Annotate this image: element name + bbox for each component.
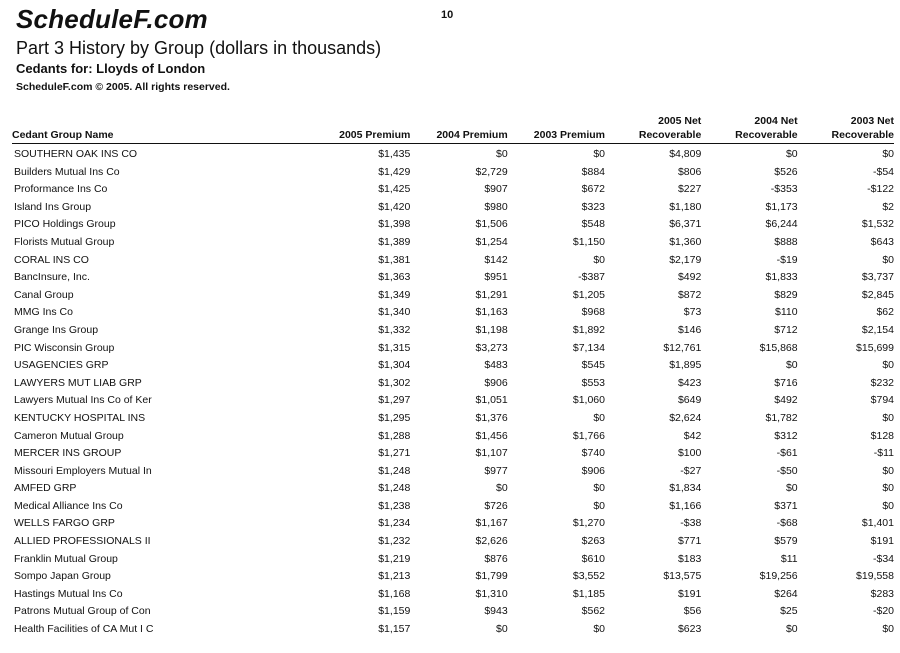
value-cell: $323: [581, 200, 605, 213]
value-cell: $3,737: [861, 271, 894, 284]
value-cell: $1,429: [378, 165, 411, 178]
value-cell: $0: [593, 482, 605, 495]
value-cell: $1,234: [378, 517, 411, 530]
column-header: [157, 112, 410, 144]
value-cell: $1,238: [378, 499, 411, 512]
value-cell: $1,060: [572, 394, 605, 407]
value-cell: $232: [870, 376, 894, 389]
value-cell: $73: [683, 306, 702, 319]
table-row: [12, 603, 894, 621]
value-cell: $492: [774, 394, 798, 407]
value-cell: $526: [774, 165, 798, 178]
value-cell: $1,248: [378, 464, 411, 477]
value-cell: $1,304: [378, 359, 411, 372]
value-cell: $1,168: [378, 587, 411, 600]
cedant-name-cell: MERCER INS GROUP: [14, 447, 122, 460]
value-cell: $1,159: [378, 605, 411, 618]
value-cell: -$19: [776, 253, 798, 266]
value-cell: $7,134: [572, 341, 605, 354]
value-cell: $0: [882, 464, 894, 477]
value-cell: $483: [484, 359, 508, 372]
cedant-name-cell: Island Ins Group: [14, 200, 92, 213]
value-cell: $0: [882, 253, 894, 266]
value-cell: $15,868: [759, 341, 798, 354]
value-cell: $1,270: [572, 517, 605, 530]
report-subtitle: Cedants for: Lloyds of London: [16, 61, 206, 76]
value-cell: -$38: [680, 517, 702, 530]
value-cell: $1,456: [475, 429, 508, 442]
value-cell: $1,248: [378, 482, 411, 495]
value-cell: $672: [581, 183, 605, 196]
column-header-line: Cedant Group Name: [12, 129, 114, 141]
cedant-name-cell: ALLIED PROFESSIONALS II: [14, 535, 151, 548]
table-row: [12, 181, 894, 199]
cedant-name-cell: Florists Mutual Group: [14, 235, 115, 248]
table-row: [12, 621, 894, 639]
value-cell: $649: [677, 394, 702, 407]
table-row: [12, 252, 894, 270]
value-cell: $1,271: [378, 447, 411, 460]
value-cell: $1,360: [669, 235, 702, 248]
value-cell: $2,845: [861, 288, 894, 301]
value-cell: $15,699: [856, 341, 894, 354]
value-cell: $0: [882, 359, 894, 372]
table-row: [12, 410, 894, 428]
value-cell: $0: [785, 623, 798, 636]
table-row: [12, 515, 894, 533]
value-cell: $371: [774, 499, 798, 512]
value-cell: $19,558: [856, 570, 894, 583]
value-cell: $943: [484, 605, 508, 618]
value-cell: $42: [683, 429, 702, 442]
value-cell: $2,729: [475, 165, 508, 178]
value-cell: $1,340: [378, 306, 411, 319]
column-header: [798, 112, 894, 144]
table-row: [12, 445, 894, 463]
value-cell: $0: [882, 148, 894, 160]
value-cell: $1,506: [475, 218, 508, 231]
value-cell: $623: [677, 623, 702, 636]
cedant-name-cell: Health Facilities of CA Mut I C: [14, 623, 154, 636]
value-cell: $876: [484, 552, 508, 565]
value-cell: $1,895: [669, 359, 702, 372]
cedant-name-cell: AMFED GRP: [14, 482, 77, 495]
value-cell: $977: [484, 464, 508, 477]
column-header-line: 2004 Net: [754, 115, 798, 127]
value-cell: $423: [677, 376, 702, 389]
value-cell: $0: [593, 253, 605, 266]
value-cell: $1,163: [475, 306, 508, 319]
cedant-name-cell: Sompo Japan Group: [14, 570, 111, 583]
value-cell: $56: [683, 605, 702, 618]
value-cell: $263: [581, 535, 605, 548]
value-cell: $12,761: [663, 341, 702, 354]
table-row: [12, 164, 894, 182]
value-cell: $1,799: [475, 570, 508, 583]
value-cell: -$122: [867, 183, 894, 196]
column-header: [410, 112, 507, 144]
value-cell: $4,809: [669, 148, 702, 160]
value-cell: $100: [677, 447, 702, 460]
value-cell: $1,766: [572, 429, 605, 442]
cedant-name-cell: KENTUCKY HOSPITAL INS: [14, 411, 146, 424]
value-cell: $0: [495, 148, 508, 160]
value-cell: $25: [780, 605, 798, 618]
value-cell: $1,205: [572, 288, 605, 301]
value-cell: $19,256: [759, 570, 798, 583]
value-cell: $492: [677, 271, 702, 284]
table-row: [12, 463, 894, 481]
table-row: [12, 216, 894, 234]
value-cell: $11: [780, 552, 798, 565]
copyright-notice: ScheduleF.com © 2005. All rights reserved.: [16, 81, 230, 93]
table-row: [12, 340, 894, 358]
value-cell: $906: [484, 376, 508, 389]
value-cell: $1,150: [572, 235, 605, 248]
value-cell: $1,254: [475, 235, 508, 248]
value-cell: $110: [775, 306, 798, 319]
cedant-name-cell: Proformance Ins Co: [14, 183, 108, 196]
value-cell: -$61: [776, 447, 798, 460]
value-cell: $0: [882, 623, 894, 636]
value-cell: $2,626: [475, 535, 508, 548]
value-cell: $1,198: [475, 323, 508, 336]
value-cell: $562: [581, 605, 605, 618]
cedant-name-cell: Lawyers Mutual Ins Co of Ker: [14, 394, 152, 407]
cedant-name-cell: LAWYERS MUT LIAB GRP: [14, 376, 142, 389]
value-cell: $1,219: [378, 552, 411, 565]
value-cell: $1,420: [378, 200, 411, 213]
cedant-name-cell: USAGENCIES GRP: [14, 359, 109, 372]
value-cell: $1,288: [378, 429, 411, 442]
cedant-name-cell: CORAL INS CO: [14, 253, 89, 266]
value-cell: $1,315: [378, 341, 411, 354]
value-cell: $545: [581, 359, 605, 372]
table-row: [12, 551, 894, 569]
value-cell: $146: [677, 323, 702, 336]
cedant-name-cell: PICO Holdings Group: [14, 218, 116, 231]
cedant-name-cell: Grange Ins Group: [14, 323, 99, 336]
value-cell: $643: [870, 235, 894, 248]
cedant-history-table: [12, 112, 894, 639]
value-cell: $794: [870, 394, 894, 407]
value-cell: $6,371: [669, 218, 702, 231]
value-cell: $0: [785, 482, 798, 495]
table-row: [12, 392, 894, 410]
table-row: [12, 375, 894, 393]
value-cell: $1,295: [378, 411, 411, 424]
cedant-name-cell: MMG Ins Co: [14, 306, 73, 319]
value-cell: $1,349: [378, 288, 411, 301]
value-cell: $712: [774, 323, 798, 336]
value-cell: $980: [484, 200, 508, 213]
value-cell: $1,310: [475, 587, 508, 600]
value-cell: -$387: [578, 271, 605, 284]
value-cell: $1,166: [669, 499, 702, 512]
value-cell: $610: [581, 552, 605, 565]
value-cell: -$353: [770, 183, 798, 196]
value-cell: $1,532: [861, 218, 894, 231]
value-cell: $0: [882, 499, 894, 512]
table-row: [12, 357, 894, 375]
value-cell: $1,363: [378, 271, 411, 284]
value-cell: $1,173: [765, 200, 798, 213]
column-header: [605, 112, 701, 144]
value-cell: $0: [882, 411, 894, 424]
table-body: [12, 144, 894, 639]
value-cell: -$11: [873, 447, 894, 460]
value-cell: $1,381: [378, 253, 411, 266]
value-cell: $191: [677, 587, 702, 600]
value-cell: $1,389: [378, 235, 411, 248]
value-cell: $312: [774, 429, 798, 442]
value-cell: $2,179: [669, 253, 702, 266]
value-cell: $128: [870, 429, 894, 442]
value-cell: $740: [581, 447, 605, 460]
value-cell: $1,157: [378, 623, 411, 636]
table-row: [12, 586, 894, 604]
value-cell: $183: [677, 552, 702, 565]
value-cell: $872: [677, 288, 702, 301]
column-header-line: Recoverable: [831, 129, 894, 141]
value-cell: $264: [774, 587, 798, 600]
value-cell: $283: [870, 587, 894, 600]
value-cell: -$68: [776, 517, 798, 530]
value-cell: $227: [677, 183, 702, 196]
value-cell: $906: [581, 464, 605, 477]
value-cell: $1,213: [378, 570, 411, 583]
value-cell: $0: [593, 499, 605, 512]
value-cell: $907: [484, 183, 508, 196]
cedant-name-cell: Cameron Mutual Group: [14, 429, 124, 442]
value-cell: $0: [593, 148, 605, 160]
value-cell: $579: [774, 535, 798, 548]
column-header-line: 2005 Net: [658, 115, 702, 127]
value-cell: $142: [484, 253, 508, 266]
value-cell: $1,291: [475, 288, 508, 301]
table-row: [12, 287, 894, 305]
value-cell: $968: [581, 306, 605, 319]
value-cell: $1,185: [572, 587, 605, 600]
value-cell: -$34: [872, 552, 894, 565]
value-cell: $1,167: [475, 517, 508, 530]
column-header-line: Recoverable: [735, 129, 798, 141]
cedant-name-cell: Franklin Mutual Group: [14, 552, 118, 565]
value-cell: -$54: [872, 165, 894, 178]
value-cell: $548: [581, 218, 605, 231]
value-cell: $3,552: [572, 570, 605, 583]
value-cell: $806: [677, 165, 702, 178]
value-cell: $1,302: [378, 376, 411, 389]
column-header-line: 2005 Premium: [339, 129, 411, 141]
page-number: 10: [441, 9, 454, 21]
table-row: [12, 304, 894, 322]
value-cell: $771: [677, 535, 702, 548]
value-cell: $829: [774, 288, 798, 301]
value-cell: $1,180: [669, 200, 702, 213]
cedant-name-cell: WELLS FARGO GRP: [14, 517, 115, 530]
cedant-name-cell: BancInsure, Inc.: [14, 271, 90, 284]
column-header: [508, 112, 605, 144]
table-row: [12, 234, 894, 252]
column-header-line: Recoverable: [638, 129, 702, 141]
value-cell: $0: [495, 482, 508, 495]
value-cell: $2,154: [861, 323, 894, 336]
table-row: [12, 199, 894, 217]
value-cell: $191: [870, 535, 894, 548]
value-cell: $553: [581, 376, 605, 389]
value-cell: $1,297: [378, 394, 411, 407]
value-cell: $1,892: [572, 323, 605, 336]
value-cell: $62: [876, 306, 894, 319]
column-header-line: 2004 Premium: [436, 129, 508, 141]
cedant-name-cell: Hastings Mutual Ins Co: [14, 587, 123, 600]
column-header: [12, 112, 157, 144]
value-cell: $1,833: [765, 271, 798, 284]
value-cell: $1,232: [378, 535, 411, 548]
column-header-line: 2003 Net: [850, 115, 894, 127]
cedant-name-cell: PIC Wisconsin Group: [14, 341, 115, 354]
value-cell: -$50: [776, 464, 798, 477]
value-cell: $0: [593, 623, 605, 636]
value-cell: $2: [882, 200, 894, 213]
value-cell: $13,575: [663, 570, 702, 583]
report-title: Part 3 History by Group (dollars in thousands): [16, 38, 382, 58]
table-row: [12, 428, 894, 446]
cedant-name-cell: SOUTHERN OAK INS CO: [14, 148, 138, 160]
value-cell: -$20: [872, 605, 894, 618]
table-row: [12, 322, 894, 340]
value-cell: $716: [774, 376, 798, 389]
value-cell: $888: [774, 235, 798, 248]
column-header: [701, 112, 797, 144]
value-cell: $1,834: [669, 482, 702, 495]
value-cell: $1,435: [378, 148, 411, 160]
table-row: [12, 568, 894, 586]
value-cell: $1,782: [765, 411, 798, 424]
value-cell: $0: [882, 482, 894, 495]
value-cell: $726: [484, 499, 508, 512]
value-cell: $0: [785, 359, 798, 372]
value-cell: $2,624: [669, 411, 702, 424]
value-cell: $6,244: [765, 218, 798, 231]
cedant-name-cell: Missouri Employers Mutual In: [14, 464, 152, 477]
value-cell: $0: [785, 148, 798, 160]
column-header-line: 2003 Premium: [533, 129, 605, 141]
value-cell: $1,425: [378, 183, 411, 196]
value-cell: $1,401: [861, 517, 894, 530]
value-cell: $951: [484, 271, 508, 284]
site-title: ScheduleF.com: [16, 4, 208, 34]
table-header-row: [12, 112, 894, 144]
table-row: [12, 144, 894, 164]
table-row: [12, 533, 894, 551]
value-cell: $1,376: [475, 411, 508, 424]
table-row: [12, 498, 894, 516]
value-cell: $0: [495, 623, 508, 636]
value-cell: $3,273: [475, 341, 508, 354]
cedant-name-cell: Canal Group: [14, 288, 74, 301]
value-cell: -$27: [680, 464, 702, 477]
value-cell: $1,332: [378, 323, 411, 336]
value-cell: $1,107: [475, 447, 508, 460]
value-cell: $1,398: [378, 218, 411, 231]
table-row: [12, 480, 894, 498]
cedant-name-cell: Medical Alliance Ins Co: [14, 499, 123, 512]
value-cell: $884: [581, 165, 605, 178]
value-cell: $1,051: [475, 394, 508, 407]
cedant-name-cell: Patrons Mutual Group of Con: [14, 605, 151, 618]
cedant-name-cell: Builders Mutual Ins Co: [14, 165, 120, 178]
value-cell: $0: [593, 411, 605, 424]
table-row: [12, 269, 894, 287]
